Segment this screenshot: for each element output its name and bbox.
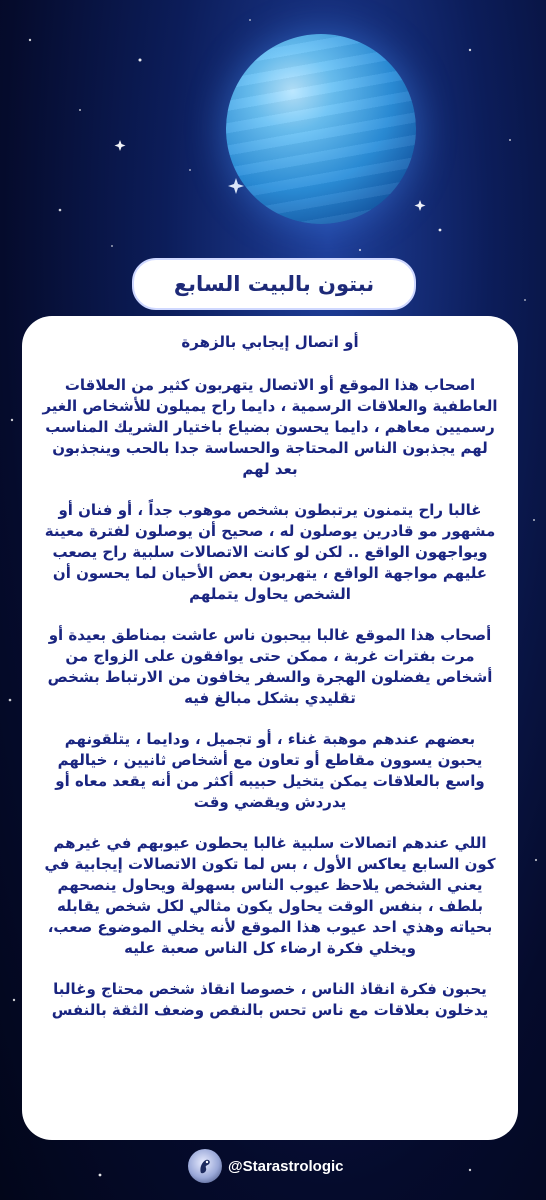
paragraph-2: غالبا راح يتمنون يرتبطون بشخص موهوب جداً ، أو فنان أو مشهور مو قادرين يوصلون له ، صحيح أن يوصلون لفترة معينة ويواجهون الواقع .. لكن لو كانت الاتصالات سلبية راح يصعب عليهم مواجهة الواقع ، يتهربون بعض الأحيان لما يحسون أن الشخص يحاول يتملهم — [44, 501, 496, 603]
paragraph-1: اصحاب هذا الموقع أو الاتصال يتهربون كثير من العلاقات العاطفية والعلاقات الرسمية ، دايما راح يميلون للأشخاص الغير رسميين معاهم ، دايما يحسون بضياع باختيار الشريك المناسب لهم يجذبون الناس المحتاجة والحساسة جدا بالحب وينجذبون بعد لهم — [42, 376, 498, 478]
page-title: نبتون بالبيت السابع — [173, 272, 375, 296]
footer-credit — [188, 1148, 344, 1184]
zodiac-logo-icon — [188, 1149, 222, 1183]
social-handle: @Starastrologic — [228, 1157, 344, 1175]
content-card — [22, 316, 518, 1140]
paragraph-3: أصحاب هذا الموقع غالبا بيحبون ناس عاشت بمناطق بعيدة أو مرت بفترات غربة ، ممكن حتى يوافقون على الزواج من أشخاص يفضلون الهجرة والسفر يخافون من الارتباط بشخص تقليدي بشكل مبالغ فيه — [47, 626, 493, 707]
neptune-planet-image — [226, 34, 416, 224]
subtitle: أو اتصال إيجابي بالزهرة — [181, 333, 359, 351]
title-banner — [132, 258, 416, 310]
paragraph-5: اللي عندهم اتصالات سلبية غالبا يحطون عيوبهم في غيرهم كون السابع يعاكس الأول ، بس لما تكون الاتصالات إيجابية في يعني الشخص يلاحظ عيوب الناس بسهولة ويحاول ينصحهم بلطف ، بنفس الوقت يحاول يكون مثالي لكل شخص يقابله بحياته وهذي احد عيوب هذا الموقع لأنه يخلي الموضوع صعب، ويخلي فكرة ارضاء كل الناس صعبة عليه — [44, 834, 496, 957]
paragraph-6: يحبون فكرة انقاذ الناس ، خصوصا انقاذ شخص محتاج وغالبا يدخلون بعلاقات مع ناس تحس بالنقص وضعف الثقة بالنفس — [51, 980, 489, 1019]
paragraph-4: بعضهم عندهم موهبة غناء ، أو تجميل ، ودايما ، يتلقونهم يحبون يسوون مقاطع أو تعاون مع أشخاص ثانيين ، خيالهم واسع بالعلاقات يمكن يتخيل حبيبه أكثر من أنه يقعد معاه أو يدردش ويقضي وقت — [55, 730, 485, 811]
